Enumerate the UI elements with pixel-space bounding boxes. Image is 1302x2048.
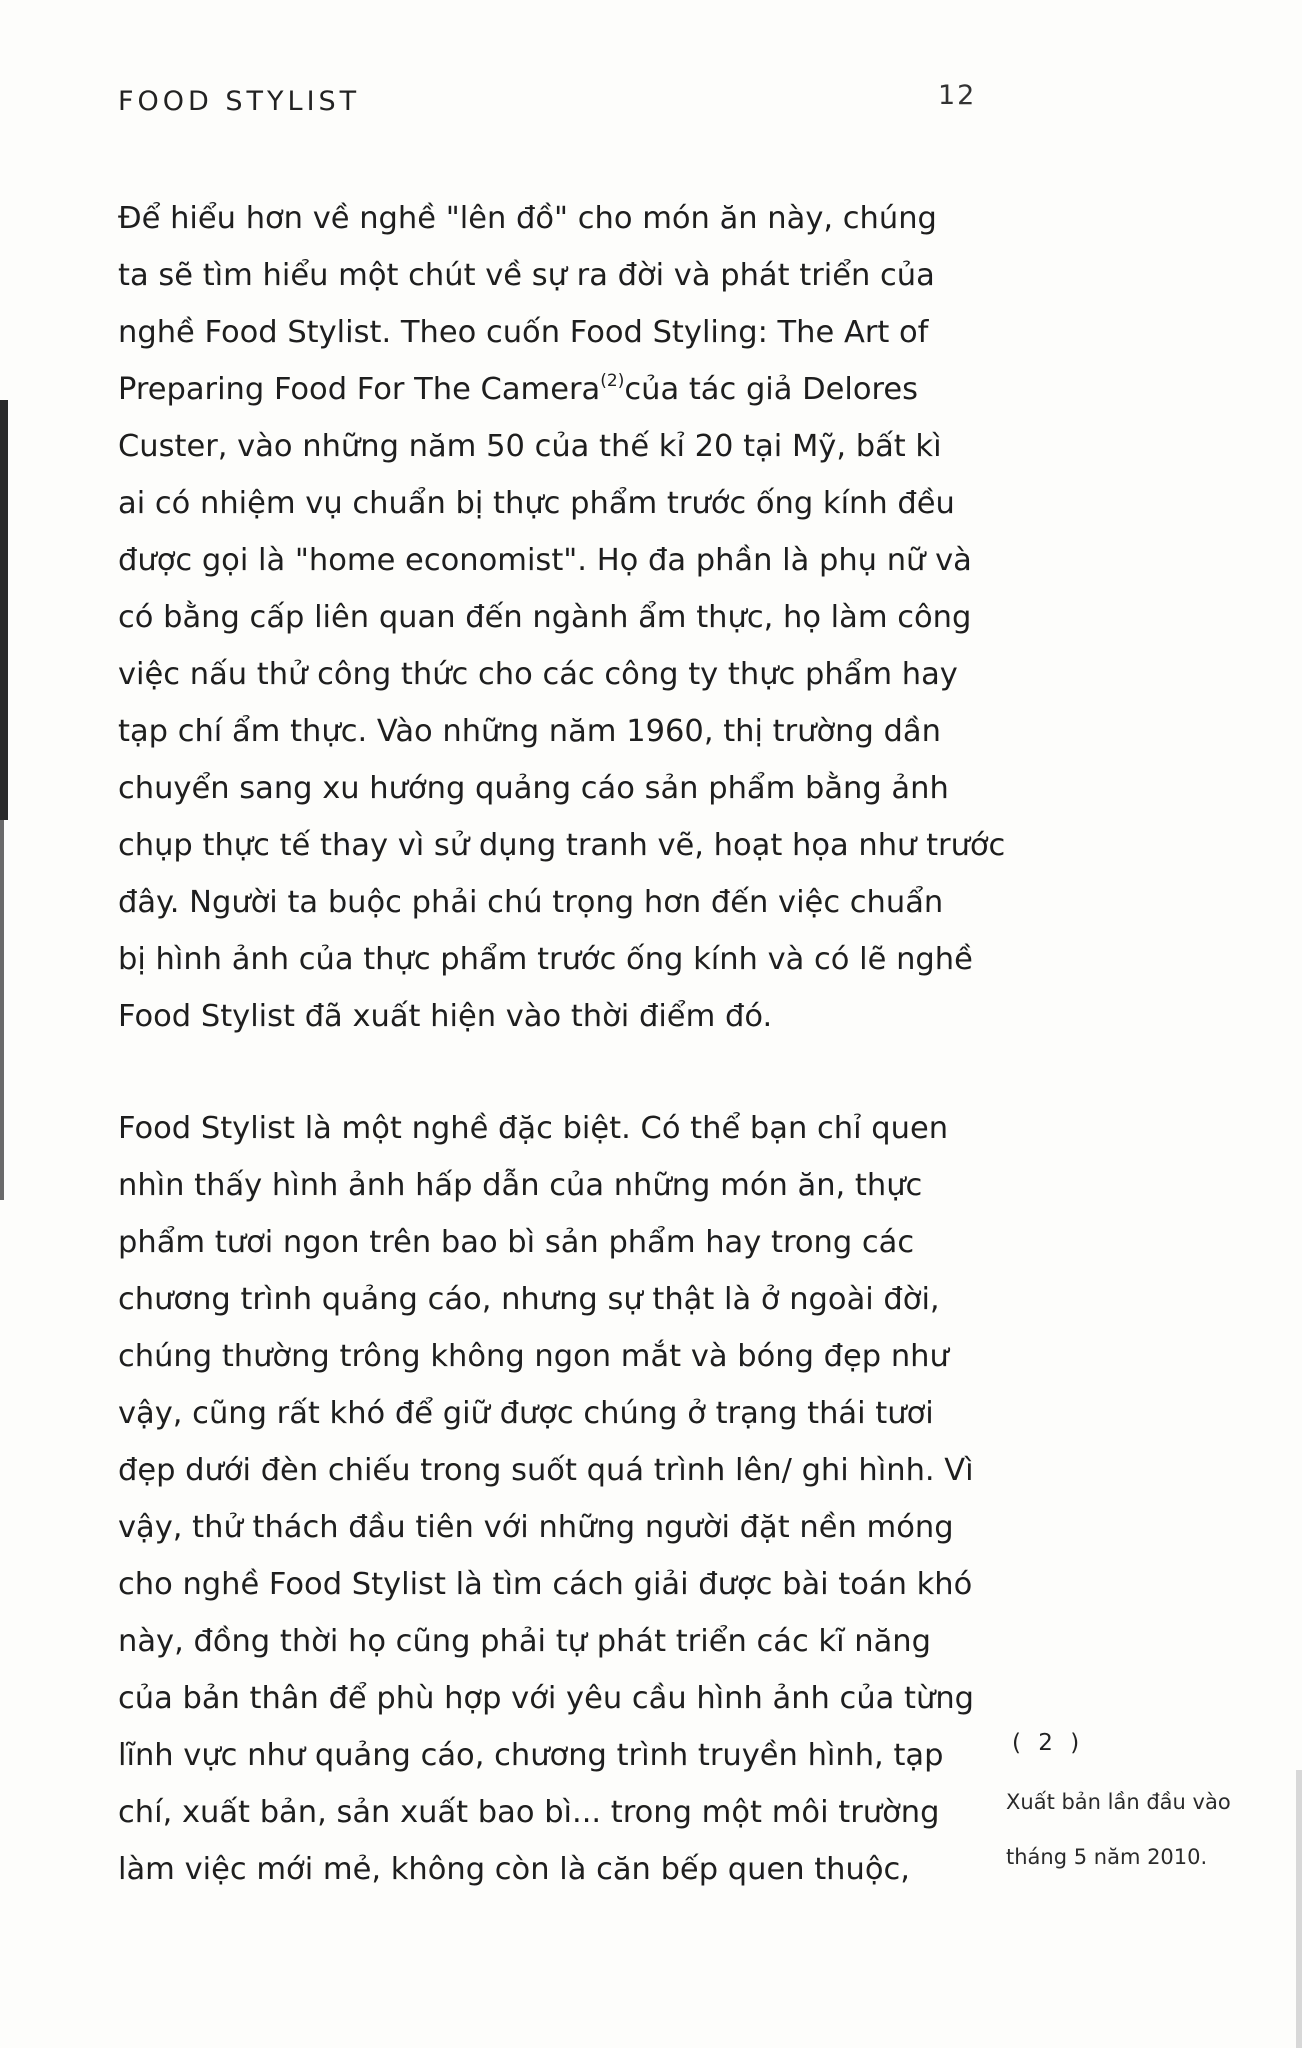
paragraph-line: nhìn thấy hình ảnh hấp dẫn của những món ăn, thực — [118, 1168, 923, 1203]
scan-edge-shadow — [0, 400, 8, 820]
paragraph-line: vậy, cũng rất khó để giữ được chúng ở trạng thái tươi — [118, 1396, 934, 1431]
paragraph-line: chuyển sang xu hướng quảng cáo sản phẩm bằng ảnh — [118, 771, 949, 806]
paragraph-line: Food Stylist là một nghề đặc biệt. Có thể bạn chỉ quen — [118, 1111, 949, 1146]
scan-edge-shadow-lower — [0, 820, 4, 1200]
paragraph-2 — [118, 1100, 975, 1898]
paragraph-line: bị hình ảnh của thực phẩm trước ống kính và có lẽ nghề — [118, 942, 973, 977]
paragraph-line: Custer, vào những năm 50 của thế kỉ 20 tại Mỹ, bất kì — [118, 429, 942, 464]
paragraph-line: có bằng cấp liên quan đến ngành ẩm thực, họ làm công — [118, 600, 972, 635]
footnote-text-line: Xuất bản lần đầu vào — [1006, 1790, 1231, 1814]
paragraph-line: này, đồng thời họ cũng phải tự phát triển các kĩ năng — [118, 1624, 931, 1659]
paragraph-line: chúng thường trông không ngon mắt và bóng đẹp như — [118, 1339, 949, 1374]
paragraph-line: đẹp dưới đèn chiếu trong suốt quá trình lên/ ghi hình. Vì — [118, 1453, 974, 1488]
paragraph-line-with-footnote — [118, 361, 938, 418]
paragraph-line: Food Stylist đã xuất hiện vào thời điểm đó. — [118, 999, 773, 1034]
paragraph-1 — [118, 190, 1006, 1045]
scan-edge-shadow-right — [1296, 1770, 1302, 2048]
paragraph-line: của bản thân để phù hợp với yêu cầu hình ảnh của từng — [118, 1681, 975, 1716]
footnote-reference[interactable]: (2) — [600, 371, 625, 391]
paragraph-line: ai có nhiệm vụ chuẩn bị thực phẩm trước ống kính đều — [118, 486, 955, 521]
paragraph-line: ta sẽ tìm hiểu một chút về sự ra đời và phát triển của — [118, 258, 935, 293]
page-number: 12 — [938, 80, 977, 111]
line-tail: của tác giả Delores — [624, 372, 919, 407]
paragraph-line: tạp chí ẩm thực. Vào những năm 1960, thị trường dần — [118, 714, 941, 749]
paragraph-line: Để hiểu hơn về nghề "lên đồ" cho món ăn này, chúng — [118, 201, 937, 236]
paragraph-line: chương trình quảng cáo, nhưng sự thật là ở ngoài đời, — [118, 1282, 940, 1317]
paragraph-line: nghề Food Stylist. Theo cuốn Food Styling: The Art of — [118, 315, 929, 350]
line-head: Preparing Food For The Camera — [118, 372, 601, 407]
paragraph-line: cho nghề Food Stylist là tìm cách giải được bài toán khó — [118, 1567, 973, 1602]
paragraph-line: đây. Người ta buộc phải chú trọng hơn đến việc chuẩn — [118, 885, 944, 920]
paragraph-line: việc nấu thử công thức cho các công ty thực phẩm hay — [118, 657, 958, 692]
paragraph-line: vậy, thử thách đầu tiên với những người đặt nền móng — [118, 1510, 954, 1545]
paragraph-line: chụp thực tế thay vì sử dụng tranh vẽ, hoạt họa như trước — [118, 828, 1006, 863]
running-head: FOOD STYLIST — [118, 86, 361, 117]
footnote-marker: ( 2 ) — [1012, 1730, 1085, 1756]
paragraph-line: chí, xuất bản, sản xuất bao bì... trong một môi trường — [118, 1795, 940, 1830]
paragraph-line: làm việc mới mẻ, không còn là căn bếp quen thuộc, — [118, 1852, 910, 1887]
paragraph-line: phẩm tươi ngon trên bao bì sản phẩm hay trong các — [118, 1225, 915, 1260]
paragraph-line: lĩnh vực như quảng cáo, chương trình truyền hình, tạp — [118, 1738, 944, 1773]
paragraph-line: được gọi là "home economist". Họ đa phần là phụ nữ và — [118, 543, 972, 578]
footnote-text-line: tháng 5 năm 2010. — [1006, 1845, 1208, 1869]
